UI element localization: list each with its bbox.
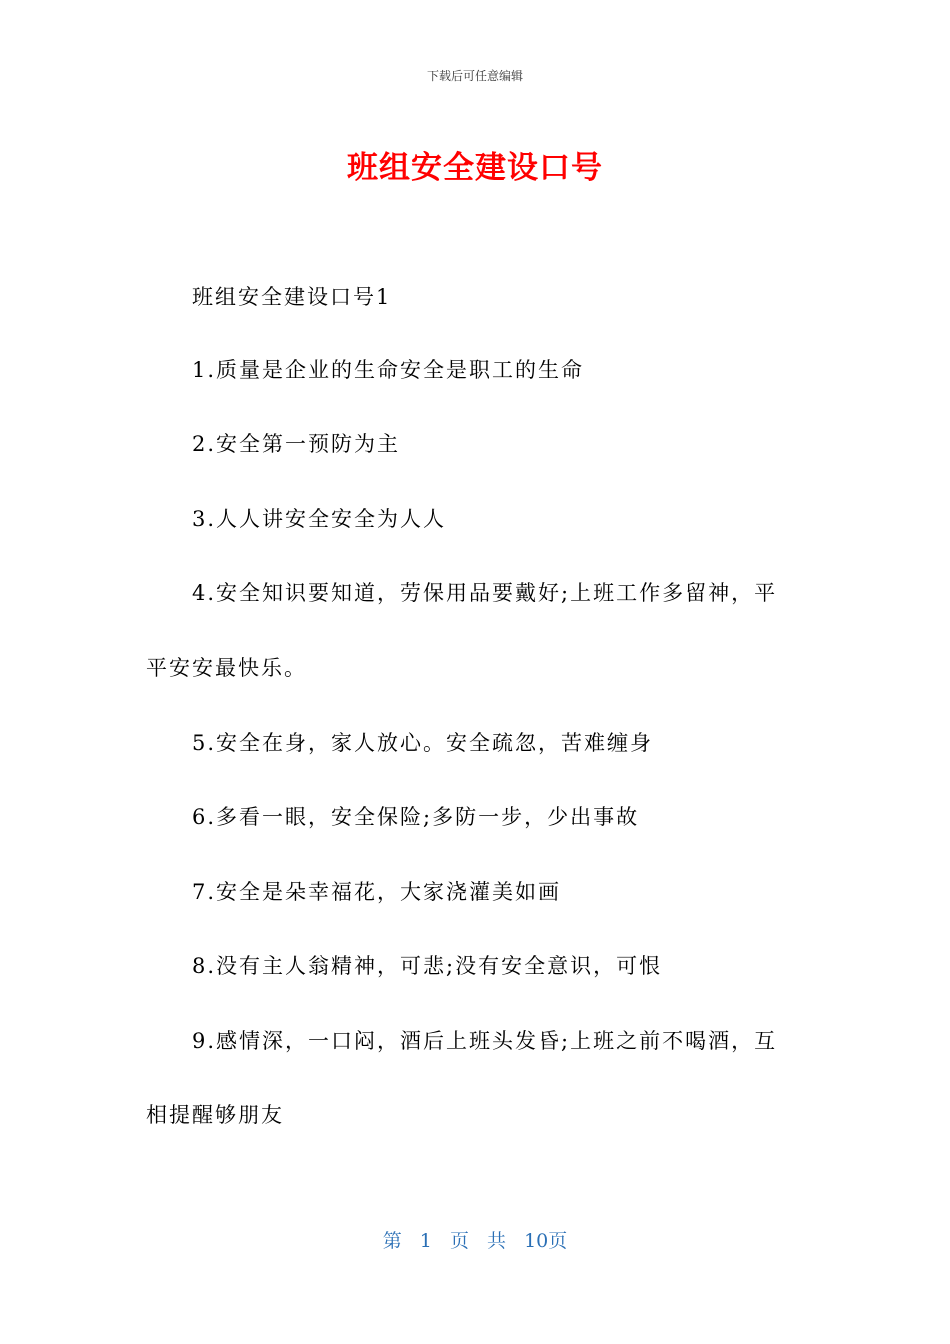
footer-total-prefix: 共 — [487, 1230, 507, 1252]
section-heading: 班组安全建设口号1 — [192, 285, 392, 309]
slogan-line-7: 7.安全是朵幸福花，大家浇灌美如画 — [192, 880, 562, 904]
footer-page-number: 1 — [419, 1230, 432, 1252]
slogan-line-5: 5.安全在身，家人放心。安全疏忽，苦难缠身 — [192, 731, 654, 755]
page-footer — [0, 1226, 950, 1253]
footer-prefix: 第 — [382, 1230, 402, 1252]
slogan-line-4: 4.安全知识要知道，劳保用品要戴好;上班工作多留神，平 — [192, 581, 778, 605]
page-title: 班组安全建设口号 — [347, 150, 603, 186]
slogan-line-6: 6.多看一眼，安全保险;多防一步，少出事故 — [192, 805, 640, 829]
slogan-line-8: 8.没有主人翁精神，可悲;没有安全意识，可恨 — [192, 954, 663, 978]
slogan-line-9: 9.感情深，一口闷，酒后上班头发昏;上班之前不喝酒，互 — [192, 1029, 778, 1053]
slogan-line-1: 1.质量是企业的生命安全是职工的生命 — [192, 358, 585, 382]
slogan-line-9-cont: 相提醒够朋友 — [146, 1103, 284, 1127]
footer-page-word: 页 — [449, 1230, 469, 1252]
slogan-line-3: 3.人人讲安全安全为人人 — [192, 507, 447, 531]
footer-total-pages: 10页 — [524, 1230, 568, 1252]
slogan-line-4-cont: 平安安最快乐。 — [146, 656, 307, 680]
slogan-line-2: 2.安全第一预防为主 — [192, 432, 401, 456]
header-note: 下载后可任意编辑 — [426, 69, 523, 83]
